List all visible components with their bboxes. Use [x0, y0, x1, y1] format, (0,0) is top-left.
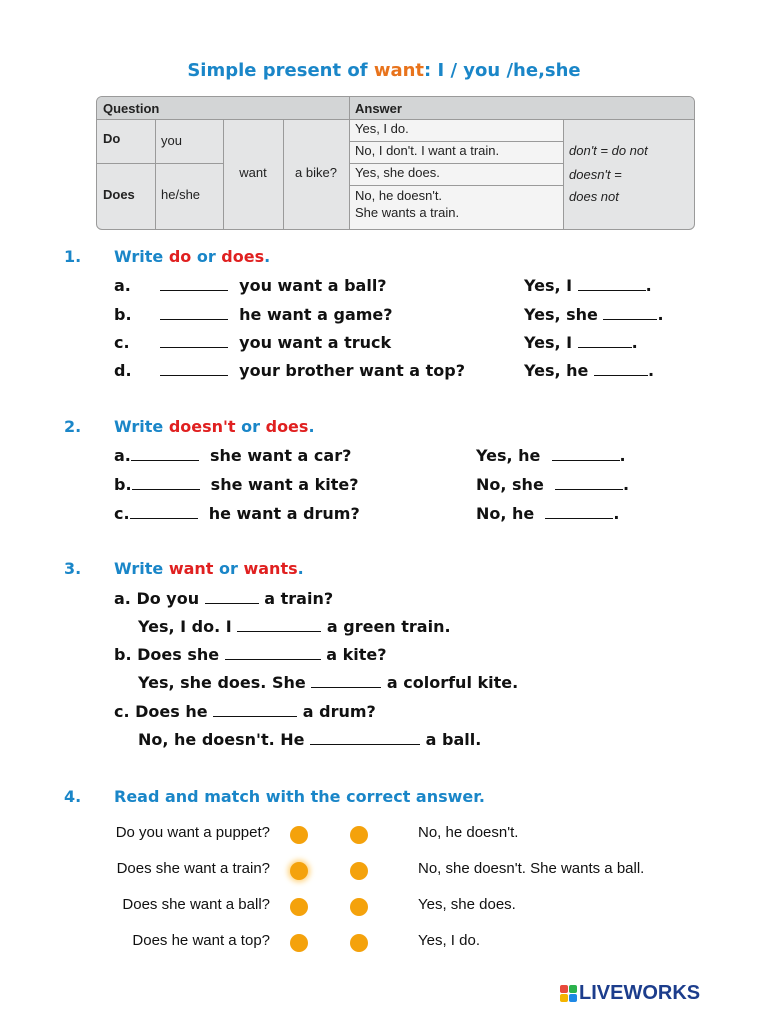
answer-end: . — [657, 305, 664, 324]
answer-blank[interactable] — [213, 702, 297, 717]
question-text: he want a drum? — [208, 504, 360, 523]
table-divider — [349, 185, 563, 186]
grammar-table — [96, 96, 695, 230]
answer-blank[interactable] — [132, 475, 200, 490]
match-dot-right[interactable] — [350, 898, 368, 916]
answer-blank[interactable] — [310, 730, 420, 745]
answer-text: Yes, he — [524, 361, 589, 380]
question-text: she want a kite? — [210, 475, 359, 494]
answer-blank[interactable] — [131, 446, 199, 461]
exercise-1b-answer — [524, 305, 664, 324]
match-dot-left[interactable] — [290, 898, 308, 916]
section-3-number: 3. — [64, 559, 82, 578]
exercise-2b-answer — [476, 475, 629, 494]
table-divider — [97, 163, 223, 164]
section-1-title-end: . — [264, 247, 271, 266]
answer-blank[interactable] — [160, 305, 228, 320]
table-heshe: he/she — [161, 187, 201, 202]
keyword-wants: wants — [243, 559, 298, 578]
title-pronouns: : I / you /he,she — [424, 60, 581, 81]
liveworksheets-logo — [560, 982, 700, 1005]
table-header-question: Question — [97, 97, 349, 119]
table-note-dont: don't = do not — [569, 143, 648, 158]
table-divider — [349, 97, 350, 229]
answer-blank[interactable] — [160, 361, 228, 376]
answer-blank[interactable] — [160, 333, 228, 348]
table-answer-2: No, I don't. I want a train. — [349, 141, 563, 163]
item-letter: c. — [114, 333, 130, 352]
answer-text: Yes, she — [524, 305, 598, 324]
answer-text: No, she — [476, 475, 544, 494]
table-note-doesnt: doesn't = — [569, 167, 622, 182]
item-letter: b. — [114, 305, 132, 324]
table-answer-4-line1: No, he doesn't. — [355, 188, 443, 203]
answer-end: . — [645, 276, 652, 295]
item-letter: a. — [114, 446, 131, 465]
table-answer-4 — [349, 185, 563, 229]
question-text: he want a game? — [239, 305, 393, 324]
question-text-end: a kite? — [326, 645, 387, 664]
title-verb: want — [373, 60, 425, 81]
answer-end: . — [631, 333, 638, 352]
answer-text: Yes, I — [524, 276, 573, 295]
match-question: Does he want a top? — [132, 932, 270, 949]
title-text: Simple present of — [187, 60, 374, 81]
exercise-1c — [114, 333, 391, 352]
keyword-does: does — [221, 247, 265, 266]
match-question: Does she want a ball? — [122, 896, 270, 913]
table-a-bike: a bike? — [295, 165, 337, 180]
answer-blank[interactable] — [237, 617, 321, 632]
table-does: Does — [103, 187, 135, 202]
logo-mark-icon — [560, 985, 577, 1002]
table-want: want — [239, 165, 267, 180]
section-4-number: 4. — [64, 787, 82, 806]
exercise-1c-answer — [524, 333, 638, 352]
table-divider — [563, 119, 564, 229]
match-dot-left[interactable] — [290, 826, 308, 844]
section-2-number: 2. — [64, 417, 82, 436]
section-2-title-end: . — [308, 417, 315, 436]
item-letter: d. — [114, 361, 132, 380]
logo-square — [569, 994, 577, 1002]
logo-square — [560, 994, 568, 1002]
item-letter: c. — [114, 504, 130, 523]
question-text: a. Do you — [114, 589, 200, 608]
table-divider — [349, 163, 563, 164]
section-3-title-or: or — [213, 559, 244, 578]
question-text-end: a train? — [264, 589, 334, 608]
match-answer: No, she doesn't. She wants a ball. — [418, 860, 645, 877]
match-question: Does she want a train? — [116, 860, 270, 877]
answer-blank[interactable] — [160, 276, 228, 291]
answer-blank[interactable] — [594, 361, 648, 376]
answer-blank[interactable] — [130, 504, 198, 519]
question-text-end: a drum? — [302, 702, 376, 721]
exercise-1d — [114, 361, 465, 380]
match-dot-right[interactable] — [350, 934, 368, 952]
exercise-3a-question — [114, 589, 333, 608]
section-2-title-pre: Write — [114, 417, 169, 436]
match-dot-left[interactable] — [290, 934, 308, 952]
table-note-does-not: does not — [569, 189, 619, 204]
exercise-2c-answer — [476, 504, 620, 523]
match-answer: No, he doesn't. — [418, 824, 519, 841]
table-header-answer: Answer — [349, 97, 694, 119]
answer-end: . — [622, 475, 630, 494]
exercise-3a-response — [138, 617, 451, 636]
table-divider — [283, 119, 284, 229]
answer-blank[interactable] — [578, 276, 646, 291]
answer-blank[interactable] — [225, 645, 321, 660]
match-dot-left[interactable] — [290, 862, 308, 880]
logo-square — [569, 985, 577, 993]
page-title — [0, 60, 768, 81]
section-3-title-pre: Write — [114, 559, 169, 578]
item-letter: a. — [114, 276, 131, 295]
answer-text: Yes, I — [524, 333, 573, 352]
exercise-3b-response — [138, 673, 518, 692]
question-text: c. Does he — [114, 702, 208, 721]
exercise-1d-answer — [524, 361, 654, 380]
table-divider — [349, 141, 563, 142]
response-text-end: a ball. — [425, 730, 482, 749]
keyword-want: want — [168, 559, 214, 578]
table-divider — [155, 119, 156, 229]
logo-square — [560, 985, 568, 993]
answer-end: . — [647, 361, 655, 380]
response-text: Yes, she does. She — [138, 673, 306, 692]
section-2-title — [114, 417, 315, 436]
response-text: Yes, I do. I — [138, 617, 232, 636]
exercise-1b — [114, 305, 393, 324]
exercise-3c-response — [138, 730, 481, 749]
exercise-2a-answer — [476, 446, 626, 465]
exercise-2a — [114, 446, 351, 465]
table-divider — [97, 119, 694, 120]
answer-blank[interactable] — [603, 305, 657, 320]
match-dot-right[interactable] — [350, 826, 368, 844]
question-text: b. Does she — [114, 645, 220, 664]
section-1-title — [114, 247, 270, 266]
question-text: you want a ball? — [239, 276, 387, 295]
question-text: she want a car? — [210, 446, 352, 465]
match-answer: Yes, she does. — [418, 896, 516, 913]
answer-text: Yes, he — [476, 446, 541, 465]
answer-blank[interactable] — [545, 504, 613, 519]
answer-blank[interactable] — [578, 333, 632, 348]
exercise-2b — [114, 475, 358, 494]
section-3-title-end: . — [297, 559, 304, 578]
section-1-title-or: or — [191, 247, 222, 266]
section-1-title-pre: Write — [114, 247, 169, 266]
exercise-3b-question — [114, 645, 387, 664]
answer-blank[interactable] — [555, 475, 623, 490]
response-text-end: a green train. — [326, 617, 451, 636]
question-text: you want a truck — [239, 333, 392, 352]
table-answer-4-line2: She wants a train. — [355, 205, 460, 220]
section-3-title — [114, 559, 304, 578]
answer-end: . — [619, 446, 626, 465]
table-you: you — [161, 133, 182, 148]
answer-blank[interactable] — [205, 589, 259, 604]
exercise-1a-answer — [524, 276, 652, 295]
keyword-doesnt: doesn't — [168, 417, 236, 436]
answer-end: . — [613, 504, 620, 523]
keyword-do: do — [168, 247, 192, 266]
keyword-does: does — [265, 417, 309, 436]
table-divider — [223, 119, 224, 229]
match-question: Do you want a puppet? — [115, 824, 270, 841]
table-do: Do — [103, 131, 121, 146]
section-1-number: 1. — [64, 247, 82, 266]
response-text-end: a colorful kite. — [386, 673, 519, 692]
section-4-title: Read and match with the correct answer. — [114, 787, 485, 806]
section-2-title-or: or — [235, 417, 266, 436]
exercise-1a — [114, 276, 387, 295]
answer-text: No, he — [476, 504, 535, 523]
table-answer-3: Yes, she does. — [349, 163, 563, 185]
answer-blank[interactable] — [311, 673, 381, 688]
match-dot-right[interactable] — [350, 862, 368, 880]
answer-blank[interactable] — [552, 446, 620, 461]
table-answer-1: Yes, I do. — [349, 119, 563, 141]
logo-text: LIVEWORKS — [579, 982, 701, 1004]
exercise-3c-question — [114, 702, 376, 721]
match-answer: Yes, I do. — [418, 932, 480, 949]
item-letter: b. — [114, 475, 132, 494]
exercise-2c — [114, 504, 360, 523]
response-text: No, he doesn't. He — [138, 730, 305, 749]
question-text: your brother want a top? — [239, 361, 466, 380]
